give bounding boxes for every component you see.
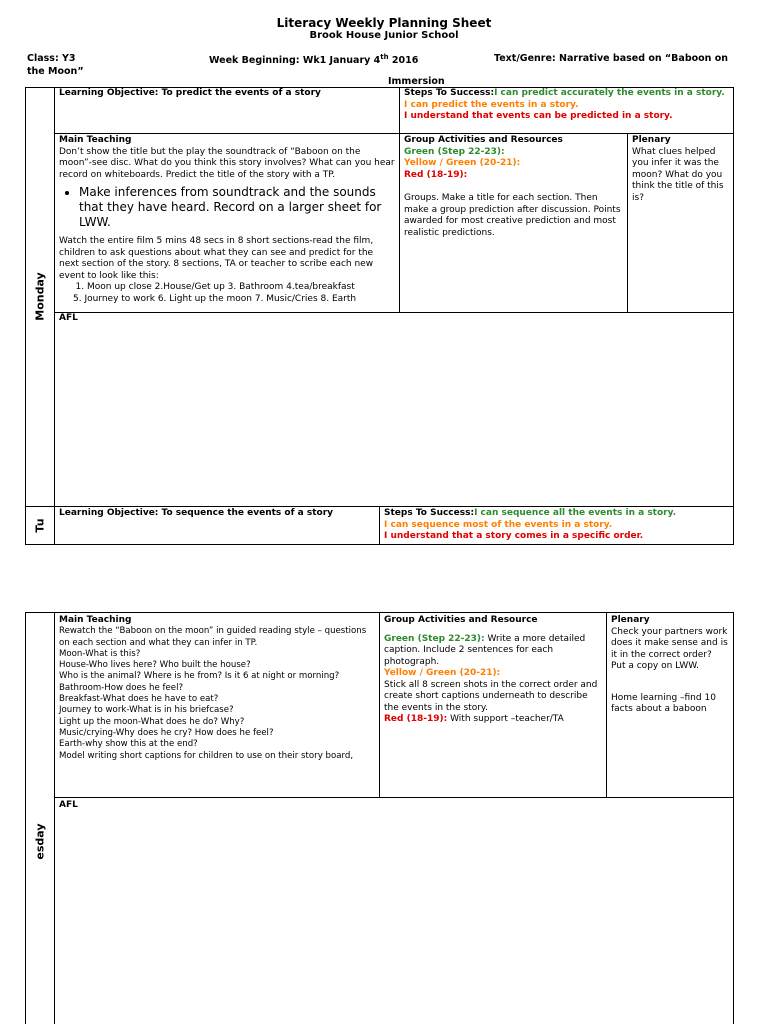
tuesday-main-line: Music/crying-Why does he cry? How does he feel? — [59, 727, 274, 738]
class-label: Class: Y3 — [27, 53, 76, 64]
monday-main-list1: 1. Moon up close 2.House/Get up 3. Bathroom 4.tea/breakfast — [87, 282, 395, 294]
tuesday-group-activities — [380, 614, 606, 727]
tuesday-green-block: Green (Step 22-23): Write a more detailed caption. Include 2 sentences for each photograph. — [384, 633, 586, 667]
tuesday-plenary-text2: Put a copy on LWW. — [611, 661, 699, 671]
monday-main-title: Main Teaching — [59, 135, 132, 145]
monday-main-bullet: • Make inferences from soundtrack and the sounds that they have heard. Record on a larger sheet for LWW. — [79, 185, 395, 230]
tuesday-red-block: Red (18-19): With support –teacher/TA — [384, 714, 564, 724]
monday-steps: Steps To Success:I can predict accurately the events in a story. I can predict the events in a story. I understand that events can be predicted in a story. — [404, 88, 725, 121]
tuesday-plenary-title: Plenary — [611, 615, 650, 625]
monday-afl: AFL — [59, 313, 78, 323]
monday-afl-cell — [54, 312, 734, 507]
tuesday-main-line: Breakfast-What does he have to eat? — [59, 694, 219, 705]
week-beginning: Week Beginning: Wk1 January 4th 2016 — [209, 53, 419, 67]
tuesday-afl-cell — [54, 797, 734, 1024]
monday-day-label: Monday — [33, 272, 47, 321]
monday-main-teaching — [55, 134, 399, 306]
monday-green: Green (Step 22-23): — [404, 146, 505, 157]
immersion-label: Immersion — [388, 76, 445, 87]
tuesday-plenary-text: Check your partners work does it make sense and is it in the correct order? — [611, 626, 728, 660]
text-genre: Text/Genre: Narrative based on “Baboon on — [494, 53, 729, 64]
monday-main-p1: Don’t show the title but the play the soundtrack of “Baboon on the moon”-see disc. What do you think this story involves? What can you hear record on whiteboards. Predict the title of the story with a TP. — [59, 146, 395, 180]
tuesday-main-line: Who is the animal? Where is he from? Is it 6 at night or morning? — [59, 671, 340, 682]
text-genre-cont: the Moon” — [27, 66, 84, 77]
tuesday-day-label: esday — [33, 823, 47, 860]
monday-objective: Learning Objective: To predict the events of a story — [59, 88, 321, 98]
tuesday-main-line: Rewatch the “Baboon on the moon” in guided reading style – questions on each section and what they can infer in TP. — [59, 626, 367, 648]
monday-group-text: Groups. Make a title for each section. Then make a group prediction after discussion. Points awarded for most creative prediction and most realistic predictions. — [404, 193, 621, 238]
tuesday-afl: AFL — [59, 800, 78, 810]
tuesday-day-label-top: Tu — [33, 518, 47, 533]
tuesday-main-line: Earth-why show this at the end? — [59, 739, 198, 750]
tuesday-main-line: Model writing short captions for children to use on their story board, — [59, 750, 354, 761]
tuesday-main-title: Main Teaching — [59, 615, 132, 625]
monday-yellow: Yellow / Green (20-21): — [404, 158, 521, 168]
tuesday-main-line: Light up the moon-What does he do? Why? — [59, 716, 245, 727]
monday-plenary-text: What clues helped you infer it was the moon? What do you think the title of this is? — [632, 146, 724, 203]
monday-main-list2: 5. Journey to work 6. Light up the moon 7. Music/Cries 8. Earth — [73, 293, 357, 304]
tuesday-main-line: Moon-What is this? — [59, 648, 141, 659]
tuesday-plenary-text3: Home learning –find 10 facts about a baboon — [611, 692, 716, 714]
monday-main-p2: Watch the entire film 5 mins 48 secs in 8 short sections-read the film, children to ask questions about what they can see and predict for the next section of the story. 8 sections, TA or teacher to scribe each new event to look like this: — [59, 236, 374, 281]
monday-plenary-title: Plenary — [632, 135, 671, 145]
tuesday-yellow: Yellow / Green (20-21): — [384, 668, 501, 678]
document-title: Literacy Weekly Planning Sheet — [276, 16, 492, 30]
monday-plenary — [628, 134, 734, 205]
tuesday-group-title: Group Activities and Resource — [384, 615, 538, 625]
monday-group-title: Group Activities and Resources — [404, 135, 563, 145]
tuesday-main-teaching — [55, 614, 379, 763]
tuesday-objective: Learning Objective: To sequence the events of a story — [59, 508, 333, 518]
tuesday-plenary — [607, 614, 733, 717]
tuesday-main-line: House-Who lives here? Who built the house? — [59, 660, 251, 671]
tuesday-steps: Steps To Success:I can sequence all the events in a story. I can sequence most of the events in a story. I understand that a story comes in a specific order. — [384, 508, 677, 541]
tuesday-main-line: Bathroom-How does he feel? — [59, 682, 184, 693]
monday-red: Red (18-19): — [404, 169, 468, 180]
monday-group-activities — [400, 134, 627, 240]
school-name: Brook House Junior School — [309, 30, 459, 41]
tuesday-main-line: Journey to work-What is in his briefcase? — [59, 705, 234, 716]
tuesday-yellow-text: Stick all 8 screen shots in the correct order and create short captions underneath to describe the events in the story. — [384, 679, 598, 713]
